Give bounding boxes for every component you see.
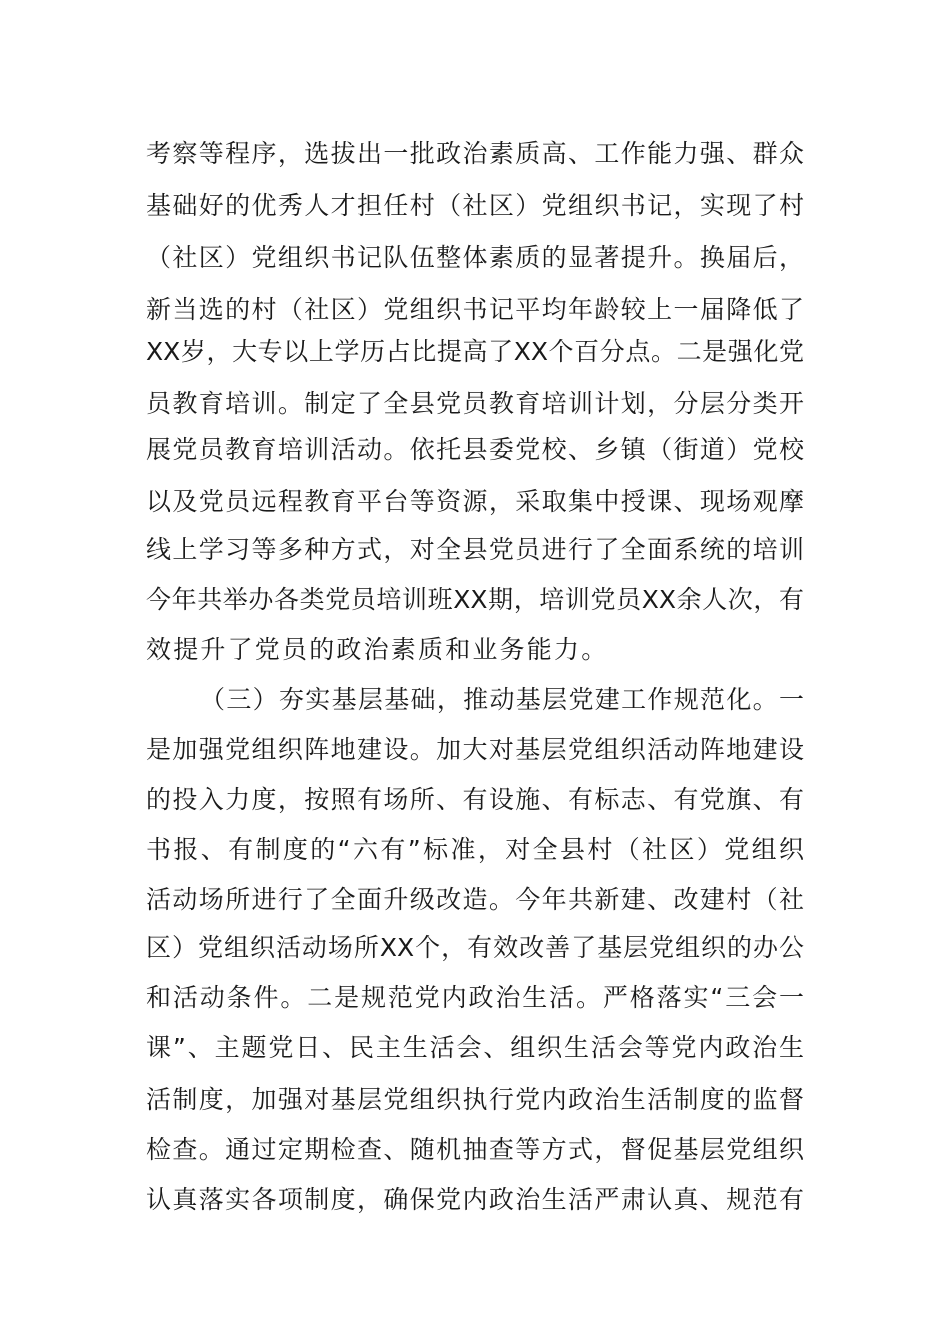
text-line: 书报、有制度的“六有”标准，对全县村（社区）党组织 — [146, 835, 804, 864]
text-line: 基础好的优秀人才担任村（社区）党组织书记，实现了村 — [146, 191, 804, 220]
text-line: 区）党组织活动场所XX个，有效改善了基层党组织的办公 — [146, 933, 804, 962]
text-line-paragraph-end: 效提升了党员的政治素质和业务能力。 — [146, 635, 609, 664]
text-line: 和活动条件。二是规范党内政治生活。严格落实“三会一 — [146, 983, 804, 1012]
text-line: 展党员教育培训活动。依托县委党校、乡镇（街道）党校 — [146, 435, 804, 464]
text-line: 以及党员远程教育平台等资源，采取集中授课、现场观摩 — [146, 487, 804, 516]
section-heading-line: （三）夯实基层基础，推动基层党建工作规范化。一 — [200, 685, 804, 714]
text-line: 考察等程序，选拔出一批政治素质高、工作能力强、群众 — [146, 139, 804, 168]
text-line: 课”、主题党日、民主生活会、组织生活会等党内政治生 — [146, 1033, 804, 1062]
text-line: 员教育培训。制定了全县党员教育培训计划，分层分类开 — [146, 389, 804, 418]
text-line: XX岁，大专以上学历占比提高了XX个百分点。二是强化党 — [146, 337, 804, 366]
text-line: 活制度，加强对基层党组织执行党内政治生活制度的监督 — [146, 1085, 804, 1114]
text-line: 的投入力度，按照有场所、有设施、有标志、有党旗、有 — [146, 785, 804, 814]
text-line: 认真落实各项制度，确保党内政治生活严肃认真、规范有 — [146, 1185, 804, 1214]
text-line: 今年共举办各类党员培训班XX期，培训党员XX余人次，有 — [146, 585, 804, 614]
text-line: 新当选的村（社区）党组织书记平均年龄较上一届降低了 — [146, 295, 804, 324]
text-line: 是加强党组织阵地建设。加大对基层党组织活动阵地建设 — [146, 735, 804, 764]
text-line: 线上学习等多种方式，对全县党员进行了全面系统的培训 — [146, 535, 804, 564]
text-line: 检查。通过定期检查、随机抽查等方式，督促基层党组织 — [146, 1135, 804, 1164]
text-line: 活动场所进行了全面升级改造。今年共新建、改建村（社 — [146, 885, 804, 914]
text-line: （社区）党组织书记队伍整体素质的显著提升。换届后， — [146, 243, 804, 272]
